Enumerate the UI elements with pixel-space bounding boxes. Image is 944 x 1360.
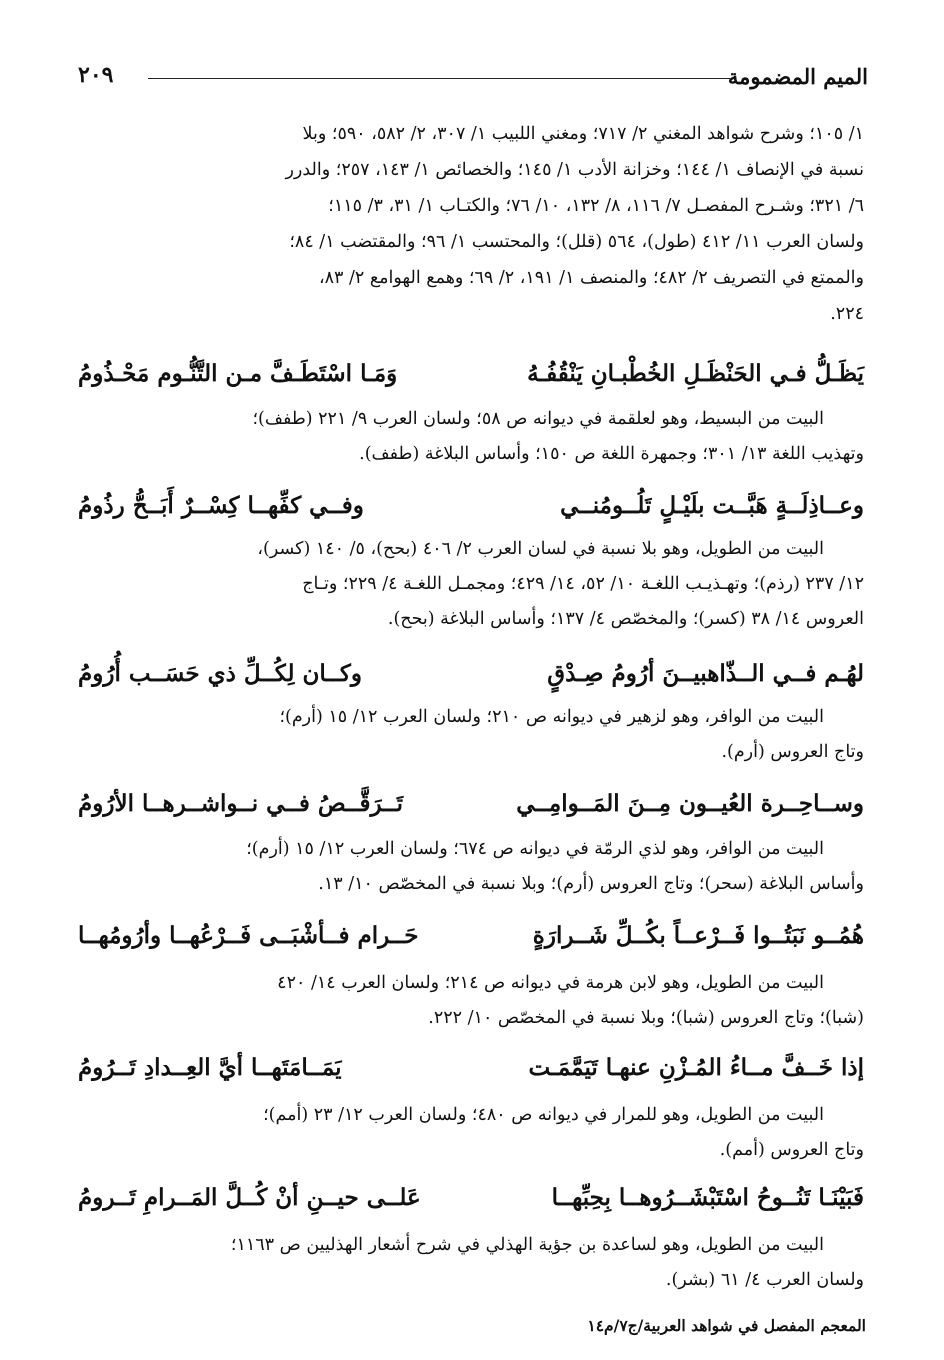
intro-line: ولسان العرب ١١/ ٤١٢ (طول)، ٥٦٤ (قلل)؛ والمحتسب ١/ ٩٦؛ والمقتضب ١/ ٨٤؛ (289, 232, 864, 252)
verse-3 (78, 656, 864, 700)
intro-line: والممتع في التصريف ٢/ ٤٨٢؛ والمنصف ١/ ١٩١، ٢/ ٦٩؛ وهمع الهوامع ٢/ ٨٣، (318, 268, 864, 288)
note-line: وتاج العروس (أرم). (721, 742, 864, 762)
intro-line: ١/ ١٠٥؛ وشرح شواهد المغني ٢/ ٧١٧؛ ومغني اللبيب ١/ ٣٠٧، ٢/ ٥٨٢، ٥٩٠؛ وبلا (302, 124, 864, 144)
intro-line: نسبة في الإنصاف ١/ ١٤٤؛ وخزانة الأدب ١/ ١٤٥؛ والخصائص ١/ ١٤٣، ٢٥٧؛ والدرر (285, 160, 864, 180)
note-line: ١٢/ ٢٣٧ (رذم)؛ وتهـذيـب اللغـة ١٠/ ٥٢، ١٤/ ٤٢٩؛ ومجمـل اللغـة ٤/ ٢٢٩؛ وتـاج (302, 574, 864, 594)
verse-second-hemistich: تَــرَقَّــصُ فــي نــواشــرهــا الأرُومُ (78, 790, 404, 817)
verse-7-note (78, 1228, 864, 1298)
note-line: العروس ١٤/ ٣٨ (كسر)؛ والمخصّص ٤/ ١٣٧؛ وأساس البلاغة (بحح). (387, 609, 864, 629)
verse-first-hemistich: هُمُــو نَبَتُــوا فَــرْعــاً بكُــلِّ شَــرارَةٍ (532, 922, 864, 949)
intro-line: ٢٢٤. (830, 304, 864, 324)
verse-first-hemistich: يَظَـلُّ فـي الحَنْظَـلِ الخُطْبـانِ يَنْقُفُـهُ (527, 360, 864, 387)
note-line: وتهذيب اللغة ١٣/ ٣٠١؛ وجمهرة اللغة ص ١٥٠؛ وأساس البلاغة (طفف). (359, 444, 864, 464)
note-line: (شبا)؛ وتاج العروس (شبا)؛ وبلا نسبة في المخصّص ١٠/ ٢٢٢. (428, 1008, 864, 1028)
verse-3-note (78, 700, 864, 770)
verse-second-hemistich: حَــرام فــأشْبَــى فَــرْعُهــا وأرُومُهــا (78, 922, 419, 949)
note-line: البيت من الطويل، وهو للمرار في ديوانه ص ٤٨٠؛ ولسان العرب ١٢/ ٢٣ (أمم)؛ (263, 1105, 824, 1125)
verse-first-hemistich: لهُـم فــي الــذّاهبيــنَ أرُومُ صِـدْقٍ (547, 660, 864, 687)
note-line: ولسان العرب ٤/ ٦١ (بشر). (665, 1270, 864, 1290)
page-footer: المعجم المفصل في شواهد العربية/ج٧/م١٤ (587, 1316, 866, 1335)
verse-second-hemistich: عَلــى حيــنِ أنْ كُــلَّ المَــرامِ تَــرومُ (78, 1184, 421, 1211)
verse-second-hemistich: وَمَـا اسْتَطَـفَّ مـن التَّنُّـوم مَحْـذُومُ (78, 360, 398, 387)
verse-6-note (78, 1098, 864, 1168)
note-line: وتاج العروس (أمم). (719, 1140, 864, 1160)
verse-first-hemistich: فَبَيْنَـا تَنُــوحُ اسْتَبْشَــرُوهــا بِحِبِّهــا (551, 1184, 864, 1211)
verse-4 (78, 786, 864, 830)
note-line: البيت من البسيط، وهو لعلقمة في ديوانه ص ٥٨؛ ولسان العرب ٩/ ٢٢١ (طفف)؛ (252, 409, 824, 429)
verse-6 (78, 1050, 864, 1094)
verse-first-hemistich: وعــاذِلَــةٍ هَبَّــت بلَيْـلٍ تَلُــومُنــي (560, 492, 864, 519)
verse-1-note (78, 402, 864, 472)
note-line: البيت من الطويل، وهو لابن هرمة في ديوانه ص ٢١٤؛ ولسان العرب ١٤/ ٤٢٠ (277, 973, 824, 993)
section-title: الميم المضمومة (727, 64, 868, 89)
verse-second-hemistich: يَمَــامَتَهــا أيَّ العِــدادِ تَــرُومُ (78, 1054, 342, 1081)
verse-second-hemistich: وفــي كفِّهــا كِسْــرٌ أَبَــحُّ رذُومُ (78, 492, 364, 519)
verse-4-note (78, 832, 864, 902)
verse-second-hemistich: وكــان لِكُــلِّ ذي حَسَــب أُرُومُ (78, 660, 362, 687)
intro-paragraph (78, 116, 864, 332)
verse-1 (78, 356, 864, 400)
note-line: البيت من الوافر، وهو لزهير في ديوانه ص ٢١٠؛ ولسان العرب ١٢/ ١٥ (أرم)؛ (279, 707, 824, 727)
verse-2 (78, 488, 864, 532)
note-line: البيت من الوافر، وهو لذي الرمّة في ديوانه ص ٦٧٤؛ ولسان العرب ١٢/ ١٥ (أرم)؛ (246, 839, 824, 859)
verse-7 (78, 1180, 864, 1224)
note-line: البيت من الطويل، وهو بلا نسبة في لسان العرب ٢/ ٤٠٦ (بحح)، ٥/ ١٤٠ (كسر)، (257, 539, 824, 559)
header-rule (148, 78, 730, 79)
verse-2-note (78, 532, 864, 637)
note-line: وأساس البلاغة (سحر)؛ وتاج العروس (أرم)؛ وبلا نسبة في المخصّص ١٠/ ١٣. (318, 874, 864, 894)
verse-5-note (78, 966, 864, 1036)
intro-line: ٦/ ٣٢١؛ وشـرح المفصـل ٧/ ١١٦، ٨/ ١٣٢، ١٠/ ٧٦؛ والكتـاب ١/ ٣١، ٣/ ١١٥؛ (328, 196, 864, 216)
verse-first-hemistich: إذا خَــفَّ مــاءُ المُـزْنِ عنهـا تَيَمَّمَـت (528, 1054, 864, 1081)
verse-5 (78, 918, 864, 962)
page-header (78, 62, 868, 98)
note-line: البيت من الطويل، وهو لساعدة بن جؤية الهذلي في شرح أشعار الهذليين ص ١١٦٣؛ (230, 1235, 824, 1255)
page-number: ٢٠٩ (78, 62, 114, 88)
verse-first-hemistich: وســاحِــرة العُيــون مِــنَ المَــوامِــي (516, 790, 864, 817)
